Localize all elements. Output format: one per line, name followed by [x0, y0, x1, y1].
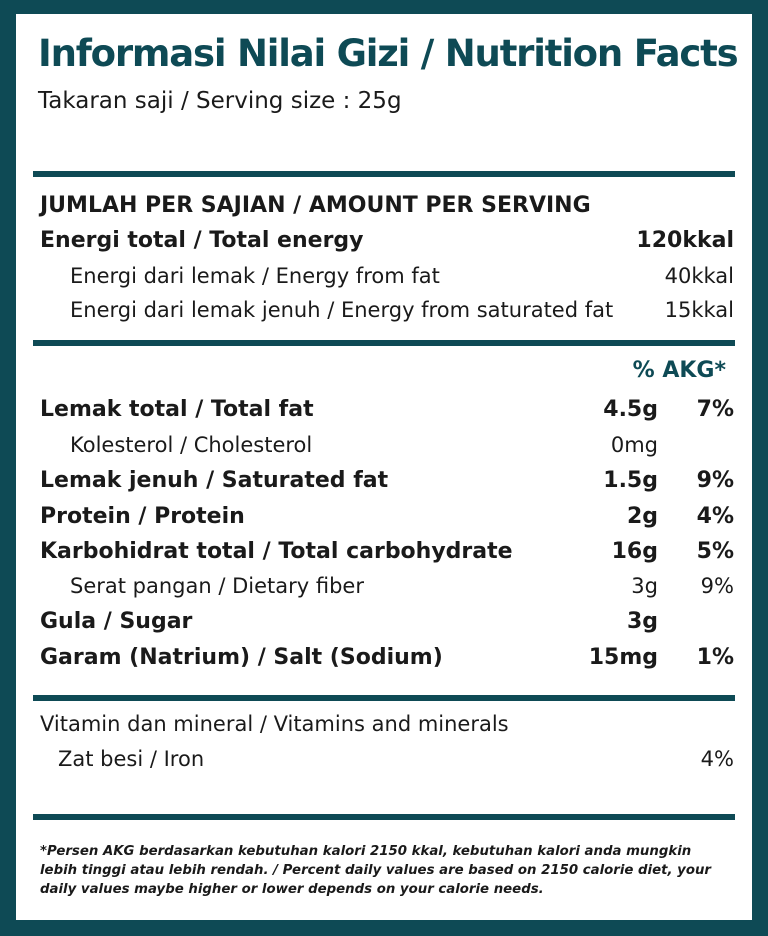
vitamin-label: Zat besi / Iron: [58, 747, 205, 771]
nutrient-row: [40, 428, 734, 462]
nutrient-row: [40, 392, 734, 426]
nutrient-percent: 4%: [696, 503, 734, 529]
nutrient-amount: 2g: [626, 503, 658, 529]
footnote: *Persen AKG berdasarkan kebutuhan kalori 2150 kkal, kebutuhan kalori anda mungkin lebih tinggi atau lebih rendah. / Percent daily values are based on 2150 calorie diet, your daily values maybe higher or lower depends on your calorie needs.: [40, 844, 711, 897]
amount-per-serving-header: [40, 188, 734, 222]
serving-size: Takaran saji / Serving size : 25g: [38, 88, 402, 114]
nutrient-label: Protein / Protein: [40, 503, 245, 529]
vitamins-header: [40, 707, 734, 741]
nutrient-percent: 9%: [700, 574, 734, 598]
nutrient-label: Lemak jenuh / Saturated fat: [40, 467, 389, 493]
nutrient-percent: 5%: [696, 538, 734, 564]
nutrient-label: Serat pangan / Dietary fiber: [70, 574, 364, 598]
nutrient-amount: 0mg: [610, 433, 658, 457]
nutrient-row: [40, 534, 734, 568]
nutrient-row: [40, 569, 734, 603]
nutrient-label: Kolesterol / Cholesterol: [70, 433, 313, 457]
vitamins-header-text: Vitamin dan mineral / Vitamins and minerals: [40, 712, 509, 736]
energy-row-saturated-fat: [40, 293, 734, 327]
nutrient-label: Garam (Natrium) / Salt (Sodium): [40, 644, 443, 670]
nutrient-row: [40, 499, 734, 533]
nutrient-label: Karbohidrat total / Total carbohydrate: [40, 538, 513, 564]
divider-middle: [33, 340, 735, 346]
energy-value: 40kkal: [664, 264, 734, 288]
amount-header-text: JUMLAH PER SAJIAN / AMOUNT PER SERVING: [40, 192, 591, 218]
vitamin-row: [40, 742, 734, 776]
nutrient-amount: 16g: [611, 538, 658, 564]
divider-lower: [33, 695, 735, 701]
nutrient-amount: 1.5g: [603, 467, 658, 493]
nutrient-percent: 7%: [696, 396, 734, 422]
energy-row-total: [40, 223, 734, 257]
nutrient-amount: 4.5g: [603, 396, 658, 422]
nutrient-percent: 9%: [696, 467, 734, 493]
energy-row-fat: [40, 259, 734, 293]
nutrient-percent: 1%: [696, 644, 734, 670]
energy-label: Energi total / Total energy: [40, 227, 364, 253]
energy-label: Energi dari lemak jenuh / Energy from saturated fat: [70, 298, 614, 322]
vitamin-percent: 4%: [700, 747, 734, 771]
nutrient-row: [40, 463, 734, 497]
nutrient-amount: 15mg: [588, 644, 658, 670]
nutrient-amount: 3g: [631, 574, 658, 598]
nutrient-row: [40, 640, 734, 674]
nutrient-row: [40, 604, 734, 638]
label-title: Informasi Nilai Gizi / Nutrition Facts: [38, 32, 738, 75]
nutrient-label: Lemak total / Total fat: [40, 396, 314, 422]
divider-top: [33, 171, 735, 177]
akg-header: % AKG*: [632, 358, 726, 383]
nutrient-label: Gula / Sugar: [40, 608, 193, 634]
energy-label: Energi dari lemak / Energy from fat: [70, 264, 440, 288]
divider-bottom: [33, 814, 735, 820]
energy-value: 120kkal: [636, 227, 734, 253]
nutrient-amount: 3g: [626, 608, 658, 634]
energy-value: 15kkal: [664, 298, 734, 322]
